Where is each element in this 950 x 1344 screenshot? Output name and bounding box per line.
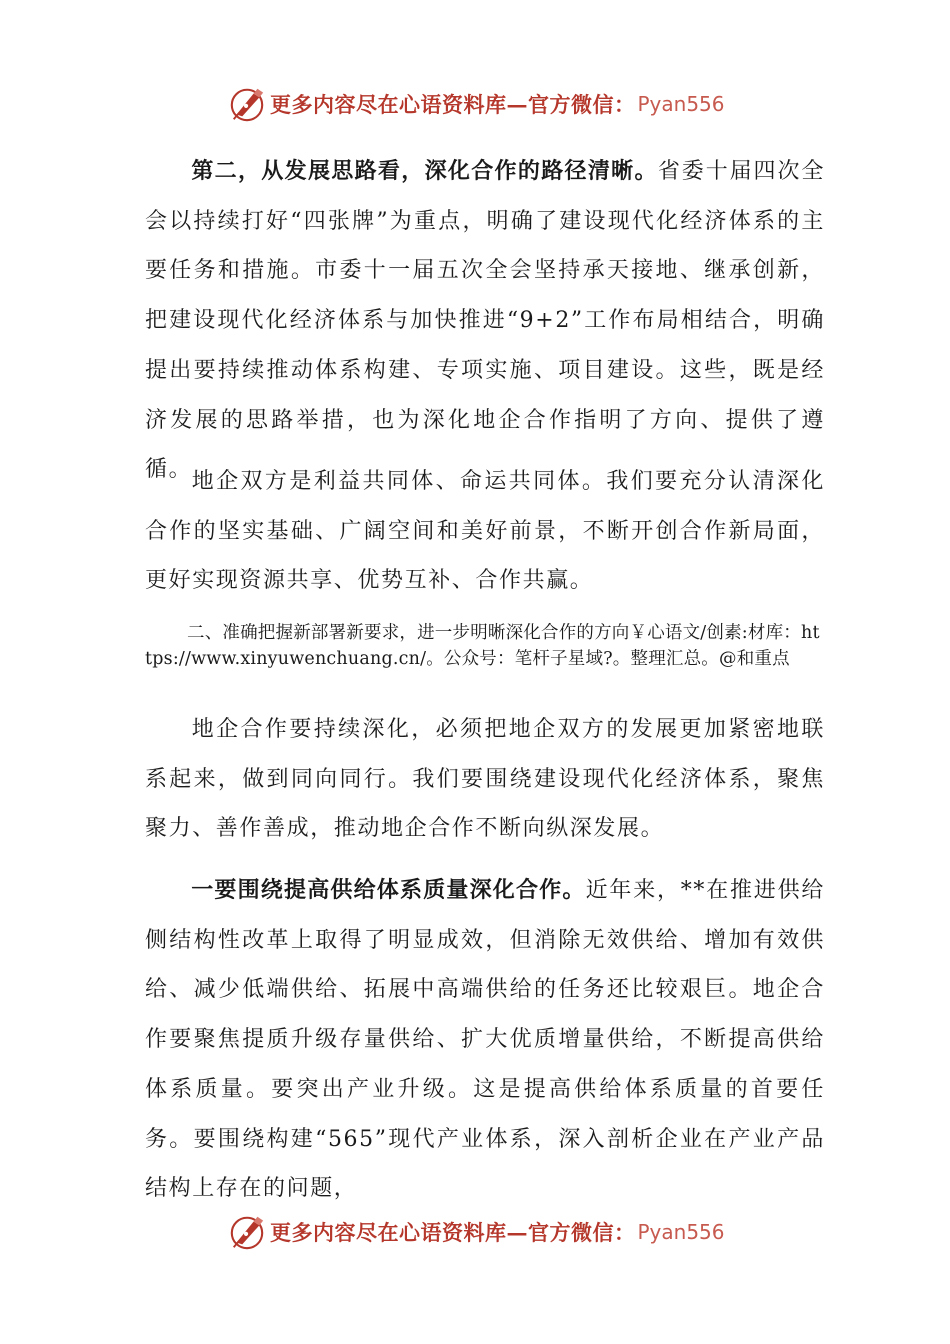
banner-text: 更多内容尽在心语资料库—官方微信： <box>270 92 636 117</box>
banner-text: 更多内容尽在心语资料库—官方微信： <box>270 1220 636 1245</box>
banner-wechat-handle: Pyan556 <box>637 92 725 116</box>
paragraph-lead-bold: 第二，从发展思路看，深化合作的路径清晰。 <box>191 159 658 184</box>
paragraph-deepen-cooperation <box>145 705 825 854</box>
paragraph-body: 地企合作要持续深化，必须把地企双方的发展更加紧密地联系起来，做到同向同行。我们要围绕建设现代化经济体系，聚焦聚力、善作善成，推动地企合作不断向纵深发展。 <box>145 717 825 842</box>
section-heading-text: 二、准确把握新部署新要求，进一步明晰深化合作的方向￥心语文/创素:材库：https://www.xinyuwenchuang.cn/。公众号：笔杆子星域?。整理汇总。@和重点 <box>145 623 820 669</box>
paragraph-supply-system-quality <box>145 866 825 1214</box>
paragraph-lead-bold: 一要围绕提高供给体系质量深化合作。 <box>191 878 586 903</box>
header-banner <box>228 84 725 124</box>
section-heading-two <box>145 620 825 672</box>
footer-banner <box>228 1212 725 1252</box>
paragraph-common-interests <box>145 457 825 606</box>
paragraph-development-thinking <box>145 147 825 495</box>
paragraph-body: 地企双方是利益共同体、命运共同体。我们要充分认清深化合作的坚实基础、广阔空间和美好前景，不断开创合作新局面，更好实现资源共享、优势互补、合作共赢。 <box>145 469 825 594</box>
banner-wechat-handle: Pyan556 <box>637 1220 725 1244</box>
paragraph-body: 近年来，**在推进供给侧结构性改革上取得了明显成效，但消除无效供给、增加有效供给、减少低端供给、拓展中高端供给的任务还比较艰巨。地企合作要聚焦提质升级存量供给、扩大优质增量供给，不断提高供给体系质量。要突出产业升级。这是提高供给体系质量的首要任务。要围绕构建“565”现代产业体系，深入剖析企业在产业产品结构上存在的问题， <box>145 878 825 1202</box>
pen-nib-logo-icon <box>228 85 266 123</box>
paragraph-body: 省委十届四次全会以持续打好“四张牌”为重点，明确了建设现代化经济体系的主要任务和措施。市委十一届五次全会坚持承天接地、继承创新，把建设现代化经济体系与加快推进“9+2”工作布局相结合，明确提出要持续推动体系构建、专项实施、项目建设。这些，既是经济发展的思路举措，也为深化地企合作指明了方向、提供了遵循。 <box>145 159 825 483</box>
pen-nib-logo-icon <box>228 1213 266 1251</box>
